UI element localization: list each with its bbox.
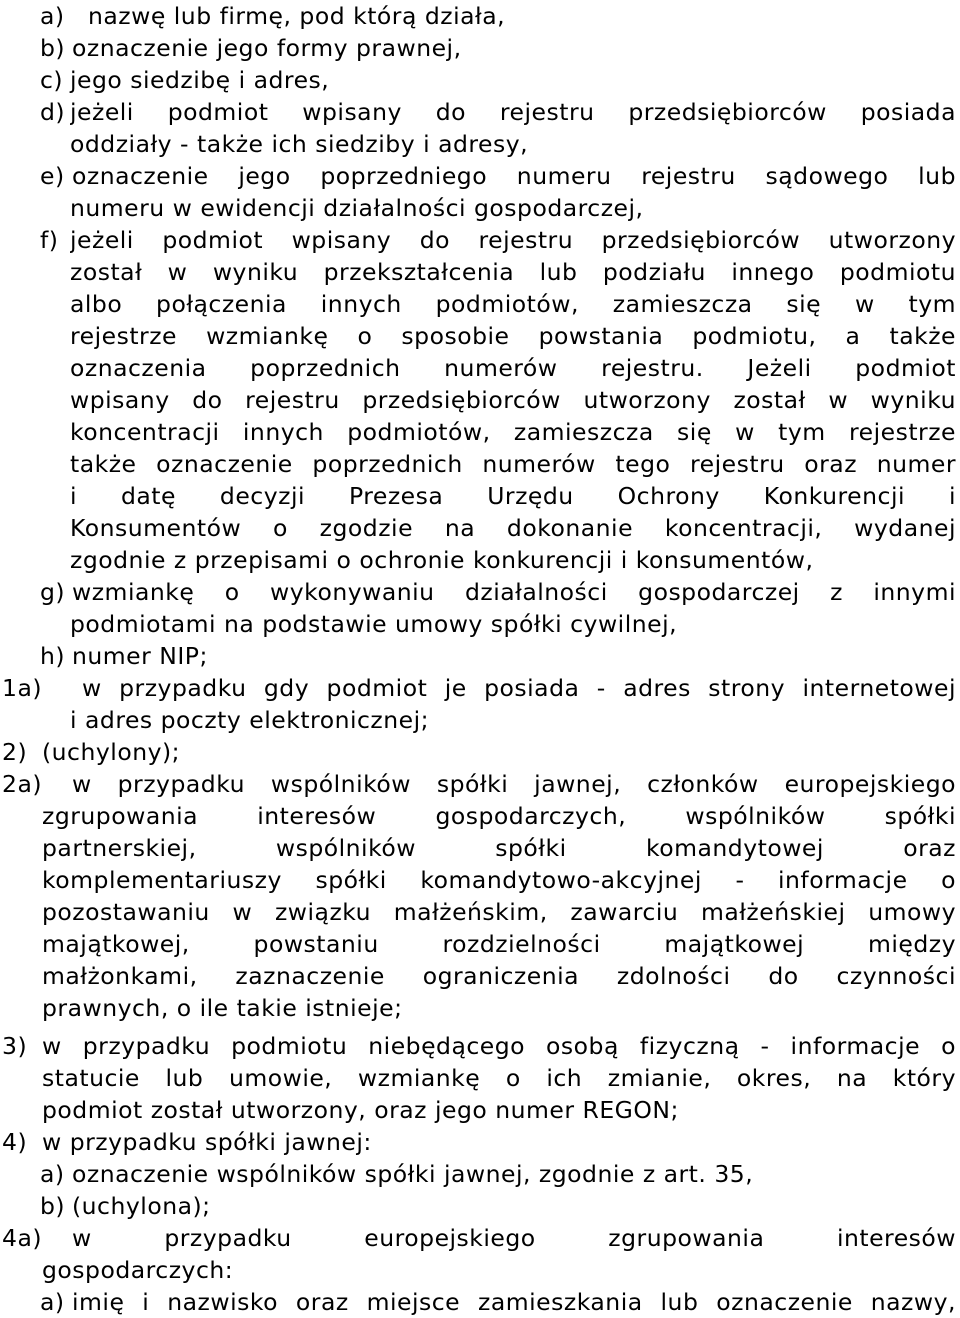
item-line: podmiotami na podstawie umowy spółki cywilnej, [70, 610, 678, 638]
item-marker: b) [40, 34, 66, 62]
item-marker: g) [40, 578, 66, 606]
item-line: został w wyniku przekształcenia lub podziału innego podmiotu [70, 258, 956, 286]
item-line: koncentracji innych podmiotów, zamieszcza się w tym rejestrze [70, 418, 956, 446]
item-line: oznaczenia poprzednich numerów rejestru. Jeżeli podmiot [70, 354, 956, 382]
item-line: i adres poczty elektronicznej; [70, 706, 430, 734]
item-line: Konsumentów o zgodzie na dokonanie koncentracji, wydanej [70, 514, 956, 542]
item-line: wpisany do rejestru przedsiębiorców utworzony został w wyniku [70, 386, 956, 414]
item-line: oznaczenie wspólników spółki jawnej, zgodnie z art. 35, [72, 1160, 754, 1188]
item-line: oznaczenie jego formy prawnej, [72, 34, 462, 62]
item-marker: 2) [2, 738, 28, 766]
item-marker: f) [40, 226, 59, 254]
item-line: nazwę lub firmę, pod którą działa, [88, 2, 506, 30]
item-line: i datę decyzji Prezesa Urzędu Ochrony Konkurencji i [70, 482, 956, 510]
item-marker: 2a) [2, 770, 43, 798]
item-line: podmiot został utworzony, oraz jego numer REGON; [42, 1096, 679, 1124]
item-line: oddziały - także ich siedziby i adresy, [70, 130, 529, 158]
item-marker: b) [40, 1192, 66, 1220]
item-line: zgodnie z przepisami o ochronie konkurencji i konsumentów, [70, 546, 814, 574]
item-marker: a) [40, 1288, 65, 1316]
item-marker: h) [40, 642, 66, 670]
item-marker: 4a) [2, 1224, 43, 1252]
item-line: wzmiankę o wykonywaniu działalności gospodarczej z innymi [72, 578, 956, 606]
item-line: jego siedzibę i adres, [70, 66, 330, 94]
item-line: (uchylona); [72, 1192, 211, 1220]
item-marker: 1a) [2, 674, 43, 702]
item-line: zgrupowania interesów gospodarczych, wspólników spółki [42, 802, 956, 830]
item-marker: 3) [2, 1032, 28, 1060]
item-line: komplementariuszy spółki komandytowo-akcyjnej - informacje o [42, 866, 956, 894]
item-line: statucie lub umowie, wzmiankę o ich zmianie, okres, na który [42, 1064, 956, 1092]
item-line: gospodarczych: [42, 1256, 234, 1284]
item-marker: 4) [2, 1128, 28, 1156]
item-line: rejestrze wzmiankę o sposobie powstania podmiotu, a także [70, 322, 956, 350]
item-line: majątkowej, powstaniu rozdzielności majątkowej między [42, 930, 956, 958]
item-line: w przypadku podmiotu niebędącego osobą fizyczną - informacje o [42, 1032, 956, 1060]
item-line: w przypadku europejskiego zgrupowania interesów [72, 1224, 956, 1252]
item-line: prawnych, o ile takie istnieje; [42, 994, 403, 1022]
item-marker: a) [40, 1160, 65, 1188]
item-line: w przypadku wspólników spółki jawnej, członków europejskiego [72, 770, 956, 798]
item-line: numer NIP; [72, 642, 208, 670]
item-line: imię i nazwisko oraz miejsce zamieszkania lub oznaczenie nazwy, [72, 1288, 956, 1316]
item-marker: c) [40, 66, 64, 94]
item-marker: d) [40, 98, 66, 126]
item-line: jeżeli podmiot wpisany do rejestru przedsiębiorców utworzony [70, 226, 956, 254]
item-line: małżonkami, zaznaczenie ograniczenia zdolności do czynności [42, 962, 956, 990]
item-line: partnerskiej, wspólników spółki komandytowej oraz [42, 834, 956, 862]
item-line: (uchylony); [42, 738, 181, 766]
item-line: oznaczenie jego poprzedniego numeru rejestru sądowego lub [72, 162, 956, 190]
item-line: numeru w ewidencji działalności gospodarczej, [70, 194, 644, 222]
item-line: w przypadku gdy podmiot je posiada - adres strony internetowej [82, 674, 956, 702]
item-marker: e) [40, 162, 65, 190]
item-line: także oznaczenie poprzednich numerów tego rejestru oraz numer [70, 450, 956, 478]
item-line: pozostawaniu w związku małżeńskim, zawarciu małżeńskiej umowy [42, 898, 956, 926]
item-line: w przypadku spółki jawnej: [42, 1128, 372, 1156]
item-line: albo połączenia innych podmiotów, zamieszcza się w tym [70, 290, 956, 318]
item-line: jeżeli podmiot wpisany do rejestru przedsiębiorców posiada [70, 98, 956, 126]
item-marker: a) [40, 2, 65, 30]
